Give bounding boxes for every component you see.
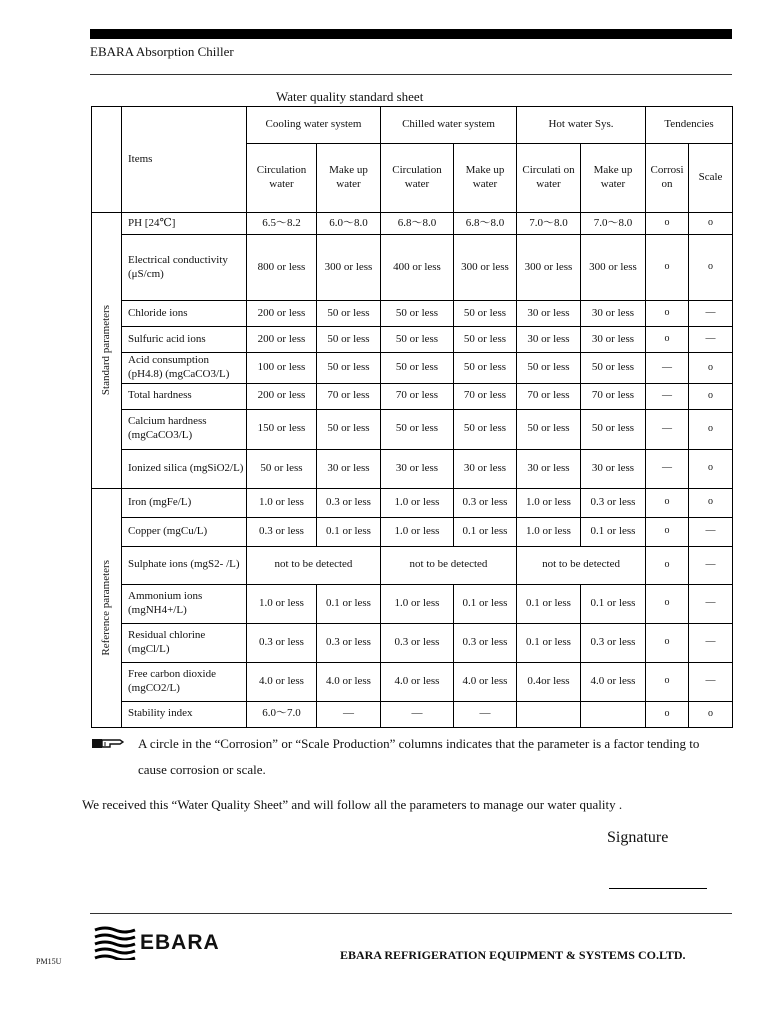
scale-mark: — (689, 662, 733, 701)
value-cell: 30 or less (454, 449, 517, 488)
logo-wordmark: EBARA (140, 931, 220, 954)
company-name: EBARA REFRIGERATION EQUIPMENT & SYSTEMS CO.LTD. (340, 948, 686, 962)
corrosion-mark: — (646, 409, 689, 449)
value-cell: 6.8～8.0 (454, 213, 517, 235)
corrosion-mark: o (646, 235, 689, 301)
value-cell: 0.3 or less (581, 623, 646, 662)
value-cell: 0.4or less (517, 662, 581, 701)
value-cell: 0.1 or less (317, 584, 381, 623)
value-cell: — (454, 701, 517, 727)
scale-mark: o (689, 449, 733, 488)
scale-mark: o (689, 409, 733, 449)
value-cell: 0.1 or less (517, 623, 581, 662)
scale-mark: — (689, 301, 733, 327)
corrosion-mark: o (646, 546, 689, 584)
value-cell: 50 or less (247, 449, 317, 488)
value-cell: not to be detected (381, 546, 517, 584)
scale-mark: o (689, 353, 733, 384)
items-header: Items (122, 107, 247, 213)
item-name: Residual chlorine (mgCl/L) (122, 623, 247, 662)
value-cell: 30 or less (581, 449, 646, 488)
item-name: Ionized silica (mgSiO2/L) (122, 449, 247, 488)
value-cell: 800 or less (247, 235, 317, 301)
value-cell: 300 or less (517, 235, 581, 301)
value-cell: 150 or less (247, 409, 317, 449)
table-row (92, 488, 733, 517)
table-row (92, 235, 733, 301)
value-cell: 70 or less (317, 383, 381, 409)
scale-mark: — (689, 623, 733, 662)
chilled-water-header: Chilled water system (381, 107, 517, 144)
value-cell: 30 or less (517, 449, 581, 488)
value-cell: 300 or less (581, 235, 646, 301)
item-name: PH [24℃] (122, 213, 247, 235)
top-rule (90, 29, 732, 39)
value-cell: 100 or less (247, 353, 317, 384)
value-cell: 200 or less (247, 383, 317, 409)
value-cell: 50 or less (317, 409, 381, 449)
item-name: Ammonium ions (mgNH4+/L) (122, 584, 247, 623)
table-row (92, 353, 733, 384)
value-cell: 400 or less (381, 235, 454, 301)
table-row (92, 327, 733, 353)
scale-mark: o (689, 235, 733, 301)
value-cell: 30 or less (581, 301, 646, 327)
value-cell: not to be detected (517, 546, 646, 584)
scale-mark: o (689, 213, 733, 235)
item-name: Sulfuric acid ions (122, 327, 247, 353)
scale-mark: — (689, 327, 733, 353)
corrosion-mark: o (646, 327, 689, 353)
item-name: Sulphate ions (mgS2- /L) (122, 546, 247, 584)
cooling-water-header: Cooling water system (247, 107, 381, 144)
pointing-hand-icon (92, 737, 124, 749)
table-row (92, 409, 733, 449)
value-cell: 0.1 or less (454, 517, 517, 546)
corrosion-mark: — (646, 449, 689, 488)
corrosion-mark: — (646, 383, 689, 409)
ebara-wave-icon (94, 926, 136, 960)
value-cell: 30 or less (381, 449, 454, 488)
value-cell: 7.0～8.0 (581, 213, 646, 235)
item-name: Chloride ions (122, 301, 247, 327)
corrosion-mark: o (646, 213, 689, 235)
value-cell: 30 or less (517, 301, 581, 327)
header-brand-line: EBARA Absorption Chiller (90, 44, 234, 59)
sheet-title: Water quality standard sheet (276, 89, 424, 104)
corrosion-mark: o (646, 701, 689, 727)
table-row (92, 449, 733, 488)
item-name: Stability index (122, 701, 247, 727)
corrosion-mark: o (646, 488, 689, 517)
value-cell: 6.5～8.2 (247, 213, 317, 235)
section-label: Reference parameters (99, 559, 112, 656)
value-cell: 50 or less (517, 409, 581, 449)
corrosion-mark: o (646, 517, 689, 546)
value-cell: 50 or less (317, 353, 381, 384)
table-row (92, 546, 733, 584)
value-cell: 0.3 or less (317, 488, 381, 517)
header-divider (90, 74, 732, 75)
value-cell: 50 or less (381, 301, 454, 327)
value-cell: 4.0 or less (454, 662, 517, 701)
value-cell: 0.1 or less (581, 517, 646, 546)
water-quality-table (91, 106, 733, 728)
corrosion-mark: o (646, 584, 689, 623)
table-row (92, 584, 733, 623)
table-row (92, 517, 733, 546)
signature-label: Signature (607, 829, 669, 846)
value-cell: 50 or less (454, 301, 517, 327)
value-cell: 0.1 or less (317, 517, 381, 546)
value-cell: 1.0 or less (247, 584, 317, 623)
value-cell: 0.1 or less (581, 584, 646, 623)
hot-circulation-header: Circulati on water (517, 144, 581, 213)
value-cell: — (381, 701, 454, 727)
scale-mark: — (689, 584, 733, 623)
corrosion-mark: — (646, 353, 689, 384)
cooling-makeup-header: Make up water (317, 144, 381, 213)
value-cell: 50 or less (317, 301, 381, 327)
scale-mark: o (689, 488, 733, 517)
tendencies-header: Tendencies (646, 107, 733, 144)
value-cell (581, 701, 646, 727)
item-name: Total hardness (122, 383, 247, 409)
value-cell: 0.3 or less (317, 623, 381, 662)
value-cell: 0.3 or less (247, 623, 317, 662)
table-row (92, 383, 733, 409)
section-reference-parameters (92, 488, 122, 727)
value-cell: 70 or less (381, 383, 454, 409)
chilled-circulation-header: Circulation water (381, 144, 454, 213)
value-cell: 0.3 or less (247, 517, 317, 546)
item-name: Acid consumption (pH4.8) (mgCaCO3/L) (122, 353, 247, 384)
value-cell: 0.3 or less (454, 623, 517, 662)
value-cell: 30 or less (317, 449, 381, 488)
value-cell: 1.0 or less (247, 488, 317, 517)
value-cell: not to be detected (247, 546, 381, 584)
section-standard-parameters (92, 213, 122, 489)
table-row (92, 213, 733, 235)
section-label: Standard parameters (99, 305, 112, 396)
value-cell: 6.8～8.0 (381, 213, 454, 235)
value-cell: 4.0 or less (381, 662, 454, 701)
item-name: Calcium hardness (mgCaCO3/L) (122, 409, 247, 449)
value-cell: 50 or less (454, 327, 517, 353)
table-row (92, 701, 733, 727)
value-cell: 30 or less (517, 327, 581, 353)
value-cell: 1.0 or less (517, 517, 581, 546)
value-cell: 30 or less (581, 327, 646, 353)
scale-header: Scale (689, 144, 733, 213)
value-cell: 1.0 or less (517, 488, 581, 517)
value-cell: 0.3 or less (381, 623, 454, 662)
value-cell: 50 or less (317, 327, 381, 353)
chilled-makeup-header: Make up water (454, 144, 517, 213)
corrosion-mark: o (646, 623, 689, 662)
value-cell: 1.0 or less (381, 517, 454, 546)
footer-divider (90, 913, 732, 914)
value-cell: 70 or less (517, 383, 581, 409)
form-code: PM15U (36, 957, 62, 966)
value-cell: 50 or less (517, 353, 581, 384)
corrosion-mark: o (646, 301, 689, 327)
value-cell: 4.0 or less (317, 662, 381, 701)
value-cell: 0.3 or less (454, 488, 517, 517)
item-name: Free carbon dioxide (mgCO2/L) (122, 662, 247, 701)
received-statement: We received this “Water Quality Sheet” and will follow all the parameters to manage our water quality . (82, 797, 623, 812)
table-row (92, 623, 733, 662)
item-name: Copper (mgCu/L) (122, 517, 247, 546)
scale-mark: — (689, 517, 733, 546)
corner-cell (92, 107, 122, 213)
value-cell: 4.0 or less (581, 662, 646, 701)
scale-mark: o (689, 383, 733, 409)
table-row (92, 662, 733, 701)
value-cell: 50 or less (454, 353, 517, 384)
hot-makeup-header: Make up water (581, 144, 646, 213)
value-cell: — (317, 701, 381, 727)
corrosion-mark: o (646, 662, 689, 701)
value-cell: 7.0～8.0 (517, 213, 581, 235)
value-cell: 0.1 or less (454, 584, 517, 623)
hot-water-header: Hot water Sys. (517, 107, 646, 144)
ebara-logo (94, 926, 220, 960)
value-cell: 70 or less (581, 383, 646, 409)
item-name: Electrical conductivity (μS/cm) (122, 235, 247, 301)
scale-mark: o (689, 701, 733, 727)
value-cell: 50 or less (454, 409, 517, 449)
signature-line (609, 888, 707, 889)
value-cell: 50 or less (381, 353, 454, 384)
value-cell: 50 or less (581, 409, 646, 449)
value-cell: 300 or less (317, 235, 381, 301)
value-cell: 50 or less (581, 353, 646, 384)
value-cell: 50 or less (381, 327, 454, 353)
note-text: A circle in the “Corrosion” or “Scale Production” columns indicates that the parameter is a factor tending to cause corrosion or scale. (138, 736, 700, 777)
value-cell: 0.1 or less (517, 584, 581, 623)
value-cell: 200 or less (247, 327, 317, 353)
value-cell: 6.0～7.0 (247, 701, 317, 727)
scale-mark: — (689, 546, 733, 584)
value-cell: 50 or less (381, 409, 454, 449)
item-name: Iron (mgFe/L) (122, 488, 247, 517)
value-cell: 0.3 or less (581, 488, 646, 517)
cooling-circulation-header: Circulation water (247, 144, 317, 213)
value-cell: 4.0 or less (247, 662, 317, 701)
value-cell: 1.0 or less (381, 584, 454, 623)
value-cell: 6.0～8.0 (317, 213, 381, 235)
value-cell: 70 or less (454, 383, 517, 409)
value-cell (517, 701, 581, 727)
table-row (92, 301, 733, 327)
corrosion-header: Corrosi on (646, 144, 689, 213)
value-cell: 200 or less (247, 301, 317, 327)
value-cell: 300 or less (454, 235, 517, 301)
value-cell: 1.0 or less (381, 488, 454, 517)
